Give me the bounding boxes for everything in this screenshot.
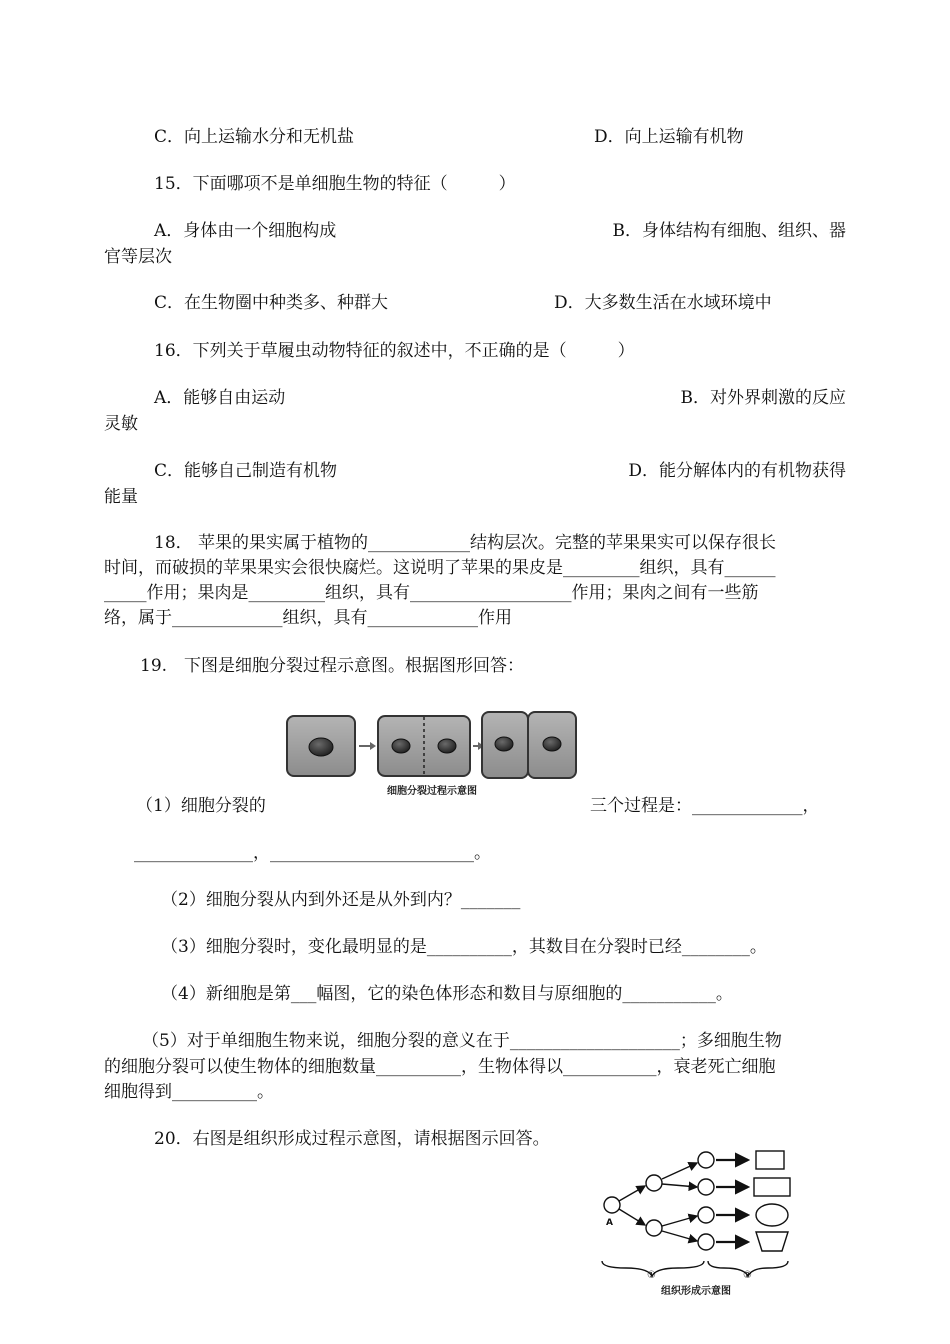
- label-a: A: [606, 1218, 613, 1228]
- arrow-icon: [619, 1209, 645, 1225]
- q15-stem: 15．下面哪项不是单细胞生物的特征（ ）: [154, 174, 516, 194]
- q16-option-a: A．能够自由运动: [154, 388, 286, 408]
- arrow-icon: [662, 1216, 697, 1226]
- tissue-oval: [756, 1204, 788, 1226]
- q18-line-3: _____作用；果肉是_________组织，具有___________________作用；果肉之间有一些筋: [104, 583, 759, 603]
- q19-p4: （4）新细胞是第___幅图，它的染色体形态和数目与原细胞的___________。: [161, 984, 733, 1004]
- q15-option-c: C．在生物圈中种类多、种群大: [154, 293, 389, 313]
- label-stage-2: ②: [743, 1270, 752, 1281]
- q19-p1-left: （1）细胞分裂的: [136, 796, 266, 816]
- q18-line-2: 时间，而破损的苹果果实会很快腐烂。这说明了苹果的果皮是_________组织，具有______: [104, 558, 776, 578]
- cell-a: [604, 1197, 620, 1213]
- cell-lower: [646, 1220, 662, 1236]
- original-nucleus: [309, 738, 333, 756]
- dividing-nucleus-left: [392, 739, 410, 753]
- cell-division-figure: [284, 708, 580, 800]
- q18-line-4: 络，属于_____________组织，具有_____________作用: [104, 608, 512, 628]
- q14-option-c: C．向上运输水分和无机盐: [154, 127, 355, 147]
- q16-option-b-wrap: 灵敏: [104, 414, 138, 434]
- arrow-icon: [662, 1184, 697, 1187]
- tissue-rectangle: [754, 1178, 790, 1196]
- q16-option-d: D．能分解体内的有机物获得: [628, 461, 846, 481]
- new-nucleus-left: [495, 737, 513, 751]
- label-stage-1: ①: [647, 1270, 656, 1281]
- cell-3: [698, 1207, 714, 1223]
- cell-4: [698, 1234, 714, 1250]
- tissue-trapezoid: [756, 1232, 788, 1251]
- q16-stem: 16．下列关于草履虫动物特征的叙述中，不正确的是（ ）: [154, 341, 635, 361]
- tissue-formation-figure: [596, 1146, 806, 1298]
- arrow-icon: [359, 742, 376, 750]
- tissue-square: [756, 1151, 784, 1169]
- tissue-formation-caption: 组织形成示意图: [661, 1286, 731, 1297]
- arrow-icon: [662, 1163, 697, 1179]
- q19-p3: （3）细胞分裂时，变化最明显的是__________，其数目在分裂时已经________。: [161, 937, 767, 957]
- q15-option-b: B．身体结构有细胞、组织、器: [612, 221, 846, 241]
- new-nucleus-right: [543, 737, 561, 751]
- q16-option-b: B．对外界刺激的反应: [680, 388, 846, 408]
- q19-p1-right: 三个过程是：_____________，: [590, 796, 820, 816]
- cell-upper: [646, 1175, 662, 1191]
- cell-1: [698, 1152, 714, 1168]
- q15-option-d: D．大多数生活在水域环境中: [554, 293, 772, 313]
- q16-option-c: C．能够自己制造有机物: [154, 461, 338, 481]
- q18-line-1: 18． 苹果的果实属于植物的____________结构层次。完整的苹果果实可以保存很长: [154, 533, 777, 553]
- q14-option-d: D．向上运输有机物: [594, 127, 744, 147]
- q20-stem: 20．右图是组织形成过程示意图，请根据图示回答。: [154, 1129, 550, 1149]
- q19-p5-line-3: 细胞得到__________。: [104, 1082, 274, 1102]
- q19-p1-line-2: ______________，________________________。: [134, 843, 491, 863]
- cell-division-caption: 细胞分裂过程示意图: [387, 786, 477, 797]
- q19-p5-line-2: 的细胞分裂可以使生物体的细胞数量__________，生物体得以___________，衰老死亡细胞: [104, 1057, 776, 1077]
- q19-stem: 19. 下图是细胞分裂过程示意图。根据图形回答：: [140, 656, 525, 676]
- arrow-icon: [662, 1231, 697, 1241]
- arrow-icon: [619, 1186, 645, 1201]
- q15-option-a: A．身体由一个细胞构成: [154, 221, 337, 241]
- q16-option-d-wrap: 能量: [104, 487, 138, 507]
- cell-2: [698, 1179, 714, 1195]
- dividing-nucleus-right: [438, 739, 456, 753]
- q19-p5-line-1: （5）对于单细胞生物来说，细胞分裂的意义在于____________________；多细胞生物: [142, 1031, 782, 1051]
- q19-p2: （2）细胞分裂从内到外还是从外到内？_______: [161, 890, 521, 910]
- q15-option-b-wrap: 官等层次: [104, 247, 172, 267]
